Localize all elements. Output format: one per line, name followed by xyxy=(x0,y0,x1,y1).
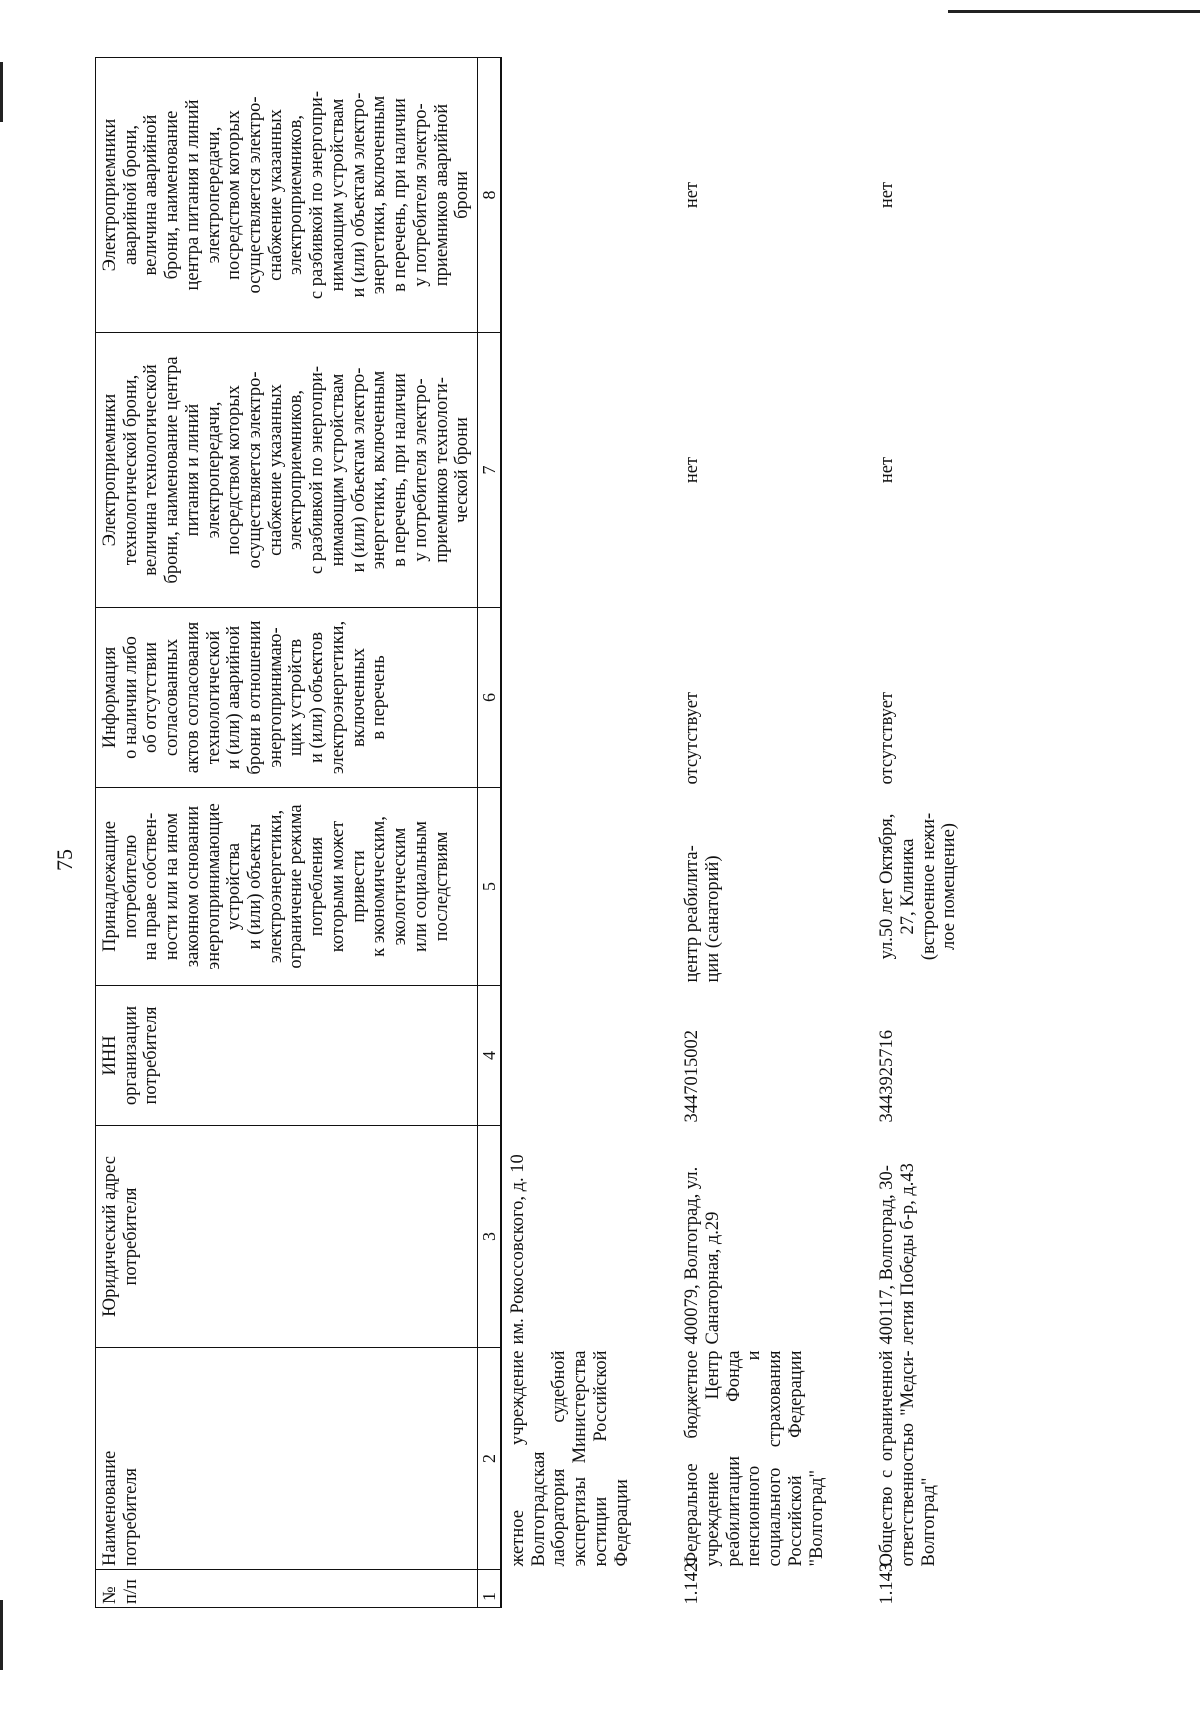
header-reserve-acts: Информация о наличии либо об отсутствии согласованных актов согласования технологической и (или) аварийной брони в отношении энергопринимаю- щих устройств и (или) объектов электроэнергетики, включенных в перечень xyxy=(96,608,478,788)
header-emergency-reserve: Электроприемники аварийной брони, величина аварийной брони, наименование центра питания и линий электропередачи, посредством которых осуществляется электро- снабжение указанных электроприемников, с разбивкой по энергопри- нимающим устройствам и (или) объектам электро- энергетики, включенным в перечень, при наличии у потребителя электро- приемников аварийной брони xyxy=(96,58,478,333)
scan-edge-mark xyxy=(0,1600,3,1670)
emergency-reserve-value: нет xyxy=(877,181,898,209)
table-row xyxy=(676,58,831,1608)
header-row-number: № п/п xyxy=(96,1570,478,1608)
consumer-table xyxy=(95,57,964,1608)
consumer-name: Федеральное бюджетное учреждение Центр реабилитации Фонда пенсионного и социального страхования Российской Федерации "Волгоград" xyxy=(682,1350,827,1567)
column-number: 3 xyxy=(477,1126,501,1348)
inn-value: 3443925716 xyxy=(877,1030,898,1123)
column-number: 6 xyxy=(477,608,501,788)
reserve-acts-status: отсутствует xyxy=(682,691,703,785)
column-number: 4 xyxy=(477,986,501,1126)
row-number: 1.143. xyxy=(877,1558,898,1605)
column-number: 2 xyxy=(477,1348,501,1570)
table-row xyxy=(871,58,964,1608)
legal-address-continued: им. Рокоссовского, д. 10 xyxy=(507,1154,528,1345)
page-number: 75 xyxy=(52,849,77,871)
header-inn: ИНН организации потребителя xyxy=(96,986,478,1126)
header-technological-reserve: Электроприемники технологической брони, величина технологической брони, наименование центра питания и линий электропередачи, посредством которых осуществляется электро- снабжение указанных электроприемников, с разбивкой по энергопри- нимающим устройствам и (или) объектам электро- энергетики, включенным в перечень, при наличии у потребителя электро- приемников технологи- ческой брони xyxy=(96,333,478,608)
emergency-reserve-value: нет xyxy=(682,181,703,209)
header-power-devices: Принадлежащие потребителю на праве собствен- ности или на ином законном основании энергопринимающие устройства и (или) объекты электроэнергетики, ограничение режима потребления которыми может привести к экономическим, экологическим или социальным последствиям xyxy=(96,788,478,986)
header-legal-address: Юридический адрес потребителя xyxy=(96,1126,478,1348)
rotated-page-content xyxy=(95,58,1130,1608)
row-number: 1.142. xyxy=(682,1558,703,1605)
consumer-name-continued: жетное учреждение Волгоградская лаборатория судебной экспертизы Министерства юстиции Российской Федерации xyxy=(507,1350,632,1567)
legal-address: 400079, Волгоград, ул. Санаторная, д.29 xyxy=(682,1166,723,1345)
header-consumer-name: Наименование потребителя xyxy=(96,1348,478,1570)
consumer-name: Общество с ограниченной ответственностью "Медси-Волгоград" xyxy=(877,1350,939,1567)
column-number: 1 xyxy=(477,1570,501,1608)
legal-address: 400117, Волгоград, 30-летия Победы б-р, д.43 xyxy=(877,1163,918,1345)
power-devices: центр реабилита- ции (санаторий) xyxy=(682,845,723,983)
technological-reserve-value: нет xyxy=(682,456,703,484)
column-number: 8 xyxy=(477,58,501,333)
table-row-continuation xyxy=(501,58,636,1608)
technological-reserve-value: нет xyxy=(877,456,898,484)
inn-value: 3447015002 xyxy=(682,1030,703,1123)
reserve-acts-status: отсутствует xyxy=(877,691,898,785)
scan-edge-mark xyxy=(0,62,3,122)
scan-edge-mark xyxy=(948,10,1200,13)
column-number: 5 xyxy=(477,788,501,986)
column-number: 7 xyxy=(477,333,501,608)
power-devices: ул.50 лет Октября, 27, Клиника (встроенное нежи- лое помещение) xyxy=(877,812,960,961)
